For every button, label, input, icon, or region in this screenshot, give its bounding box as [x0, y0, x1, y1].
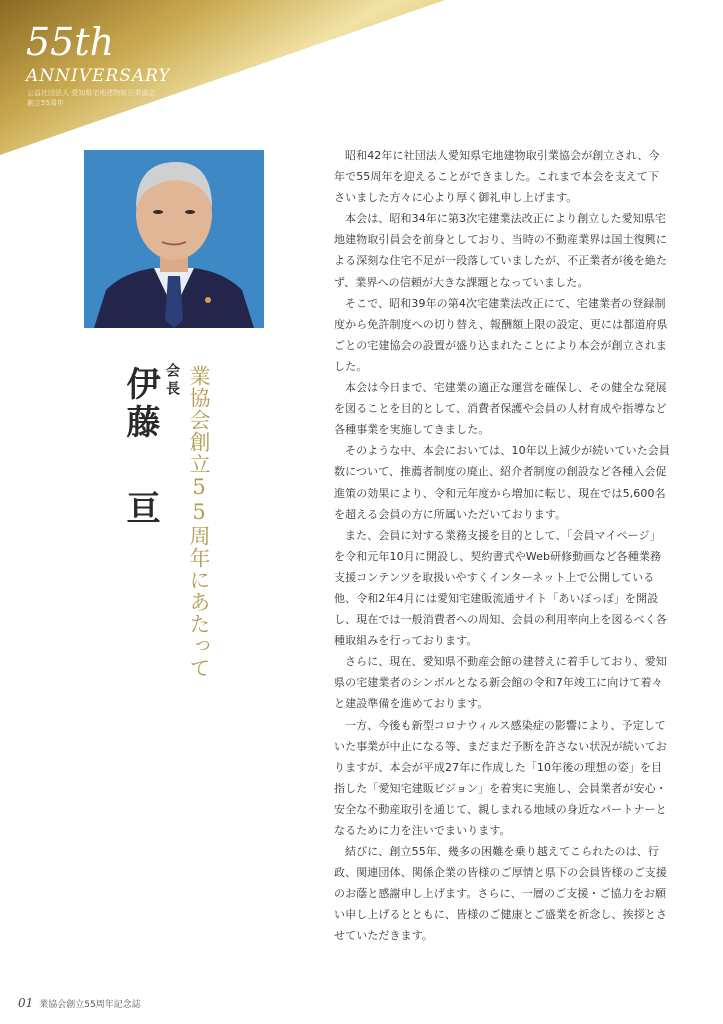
greeting-body — [334, 145, 670, 947]
portrait-photo — [84, 150, 264, 328]
anniversary-word: ANNIVERSARY — [26, 66, 171, 86]
page-footer — [18, 996, 141, 1010]
portrait-illustration — [84, 150, 264, 328]
paragraph: そこで、昭和39年の第4次宅建業法改正にて、宅建業者の登録制度から免許制度への切り替え、報酬額上限の設定、更には都道府県ごとの宅建協会の設置が盛り込まれたことにより本会が創立されました。 — [334, 296, 668, 373]
role-label: 会長 — [164, 363, 180, 399]
paragraph: 本会は今日まで、宅建業の適正な運営を確保し、その健全な発展を図ることを目的として、消費者保護や会員の人材育成や指導など各種事業を実施してきました。 — [334, 381, 667, 437]
publication-title: 業協会創立55周年記念誌 — [39, 1000, 141, 1010]
name-given: 亘 — [120, 490, 160, 528]
paragraph: そのような中、本会においては、10年以上減少が続いていた会員数について、推薦者制度の廃止、紹介者制度の創設など各種入会促進策の効果により、令和元年度から増加に転じ、現在では5,600名を超える会員の方に所属いただいております。 — [334, 444, 670, 521]
organization-name: 公益社団法人 愛知県宅地建物取引業協会 — [27, 89, 156, 97]
paragraph: 一方、今後も新型コロナウィルス感染症の影響により、予定していた事業が中止になる等、まだまだ予断を許さない状況が続いておりますが、本会が平成27年に作成した「10年後の理想の姿」を目指した「愛知宅建販ビジョン」を着実に実施し、会員業者が安心・安全な不動産取引を通じて、親しまれる地域の身近なパートナーとなるために力を注いでまいります。 — [334, 718, 667, 837]
name-family: 伊藤 — [120, 366, 160, 442]
paragraph: さらに、現在、愛知県不動産会館の建替えに着手しており、愛知県の宅建業者のシンボルとなる新会館の令和7年竣工に向けて着々と建設準備を進めております。 — [334, 655, 667, 711]
paragraph: また、会員に対する業務支援を目的として、「会員マイページ」を令和元年10月に開設し、契約書式やWeb研修動画など各種業務支援コンテンツを取扱いやすくインターネット上で公開している他、令和2年4月には愛知宅建販流通サイト「あいぽっぽ」を開設し、現在では一般消費者への周知、会員の利用率向上を図るべく各種取組みを行っております。 — [334, 528, 667, 648]
since-label: 創立55周年 — [27, 99, 64, 107]
page-number: 01 — [18, 996, 34, 1010]
paragraph: 結びに、創立55年、幾多の困難を乗り越えてこられたのは、行政、関連団体、関係企業の皆様のご厚情と県下の会員皆様のご支援のお蔭と感謝申し上げます。さらに、一層のご支援・ご協力をお願い申し上げるとともに、皆様のご健康とご盛業を祈念し、挨拶とさせていただきます。 — [334, 845, 667, 943]
anniversary-number: 55th — [26, 20, 115, 64]
president-name — [116, 366, 165, 528]
title-heading: 業協会創立55周年にあたって — [187, 365, 211, 679]
paragraph: 本会は、昭和34年に第3次宅建業法改正により創立した愛知県宅地建物取引員会を前身としており、当時の不動産業界は国土復興による深刻な住宅不足が一段落していましたが、不正業者が後を絶たず、業界への信頼が大きな課題となっていました。 — [334, 212, 667, 289]
paragraph: 昭和42年に社団法人愛知県宅地建物取引業協会が創立され、今年で55周年を迎えることができました。これまで本会を支えて下さいました方々に心より厚く御礼申し上げます。 — [334, 149, 660, 205]
